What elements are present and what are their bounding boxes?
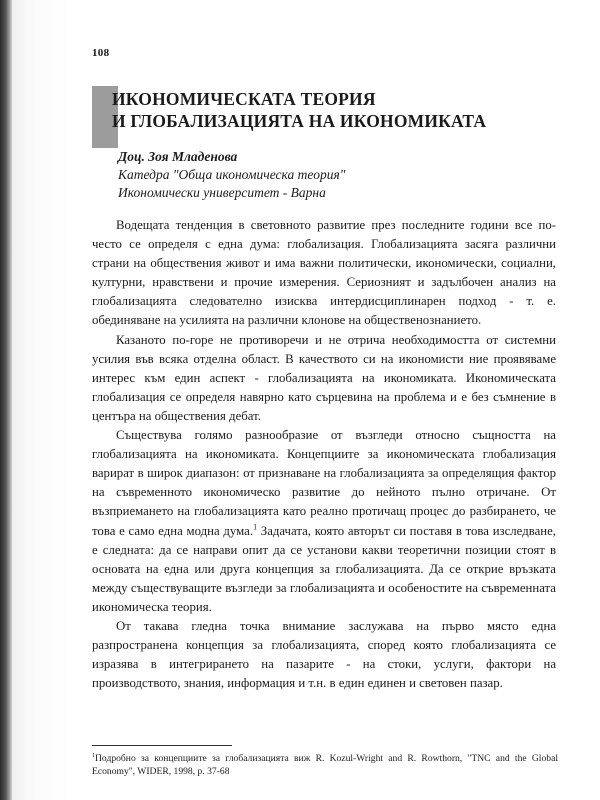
paragraph-2: Казаното по-горе не противоречи и не отрича необходимостта от системни усилия във всяка отделна област. В качеството си на икономисти ние проявяваме интерес към един аспект - глобализацията на икономиката. Икономическата глобализация се определя навярно като сърцевина на проблема и е без съмнение в центъра на обществения дебат. xyxy=(92,332,556,423)
paragraph-3-part-2: Задачата, която авторът си поставя в това изследване, е следната: да се направи опит да се установи какви теоретични позиции стоят в основата на една или друга концепция за глобализацията. Да се открие връзката между съществуващите възгледи за глобализацията и особеностите на съвременната икономическа теория. xyxy=(92,523,556,614)
page-number: 108 xyxy=(92,47,110,59)
article-title xyxy=(112,88,486,132)
paragraph-3-part-1: Съществува голямо разнообразие от възгледи относно същността на глобализацията на икономиката. Концепциите за икономическата глобализация варират в широк диапазон: от признаване на глобализацията за определящия фактор на съвременното икономическо развитие до нейното пълно отричане. От възприемането на глобализацията като реално протичащ процес до разбирането, че това е само една модна дума. xyxy=(92,428,556,538)
author-department: Катедра "Обща икономическа теория" xyxy=(118,167,346,182)
title-line-2: И ГЛОБАЛИЗАЦИЯТА НА ИКОНОМИКАТА xyxy=(112,111,487,131)
paragraph-4: От такава гледна точка внимание заслужава на първо място една разпространена концепция за глобализацията, според която глобализацията се изразява в интегрирането на пазарите - на стоки, услуги, фактори на производството, знания, информация и т.н. в един единен и световен пазар. xyxy=(92,618,556,691)
author-university: Икономически университет - Варна xyxy=(118,185,326,200)
footnote-reference-mark: 1 xyxy=(253,522,258,532)
footnote xyxy=(92,750,558,778)
paragraph-1: Водещата тенденция в световното развитие през последните години все по-често се определя с една дума: глобализация. Глобализацията засяга различни страни на обществения живот и има важни политически, икономически, социални, културни, нравствени и прочие измерения. Сериозният и задълбочен анализ на глобализацията следователно изисква интердисциплинарен подход - т. е. обединяване на усилията на различни клонове на общественознанието. xyxy=(92,218,556,328)
footnote-text: Подробно за концепциите за глобализацията виж R. Kozul-Wright and R. Rowthorn, "TNC and the Global Economy", WIDER, 1998, p. 37-68 xyxy=(92,753,558,778)
paragraph-3 xyxy=(92,426,556,617)
book-spine-shadow xyxy=(0,0,12,800)
footnote-mark: 1 xyxy=(92,753,95,759)
footnote-separator xyxy=(92,745,232,746)
author-block xyxy=(118,148,345,202)
author-name: Доц. Зоя Младенова xyxy=(118,149,238,164)
article-body xyxy=(92,216,556,693)
title-line-1: ИКОНОМИЧЕСКАТА ТЕОРИЯ xyxy=(112,89,376,109)
